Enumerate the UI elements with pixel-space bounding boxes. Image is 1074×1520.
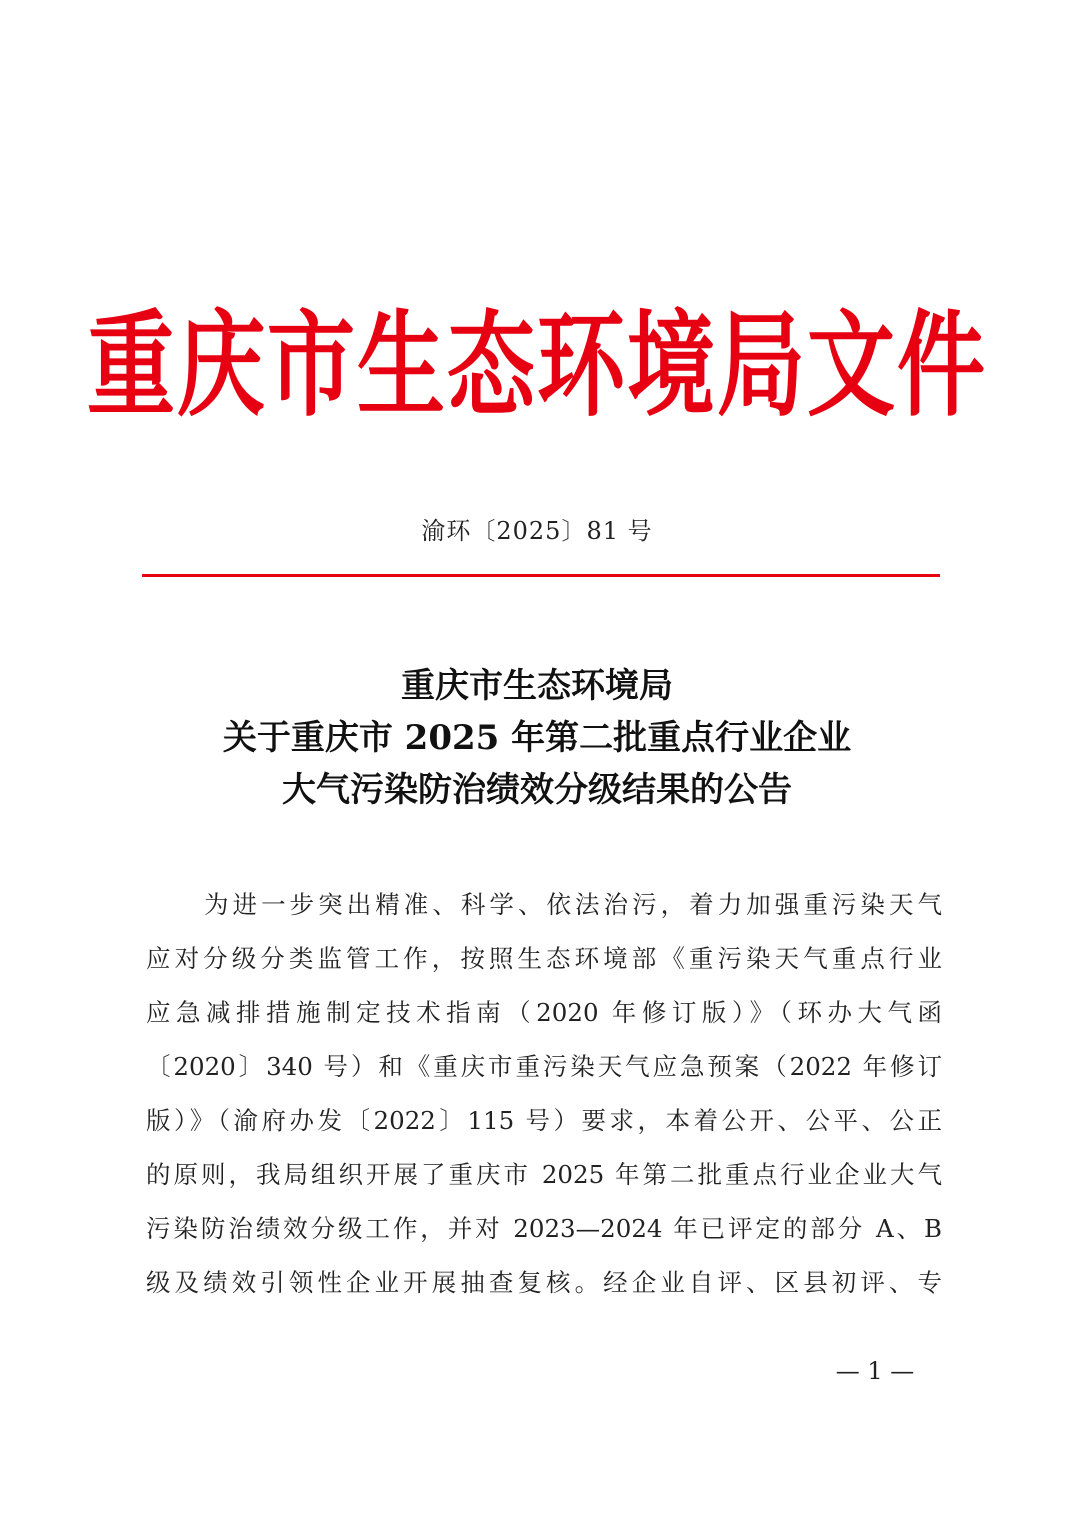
document-title <box>100 660 974 816</box>
body-line: 版）》（渝府办发〔2022〕115 号）要求，本着公开、公平、公正 <box>146 1106 942 1135</box>
body-line: 应急减排措施制定技术指南（2020 年修订版）》（环办大气函 <box>146 998 942 1027</box>
body-line: 级及绩效引领性企业开展抽查复核。经企业自评、区县初评、专 <box>146 1268 942 1297</box>
body-line: 污染防治绩效分级工作，并对 2023—2024 年已评定的部分 A、B <box>146 1214 942 1243</box>
title-line-2: 关于重庆市 2025 年第二批重点行业企业 <box>222 718 852 758</box>
body-line: 〔2020〕340 号）和《重庆市重污染天气应急预案（2022 年修订 <box>146 1052 942 1081</box>
title-line-3: 大气污染防治绩效分级结果的公告 <box>282 770 792 810</box>
red-separator-line <box>142 574 940 577</box>
body-paragraph <box>146 878 942 1310</box>
issuer-header: 重庆市生态环境局文件 <box>86 298 987 433</box>
body-line: 的原则，我局组织开展了重庆市 2025 年第二批重点行业企业大气 <box>146 1160 942 1189</box>
title-line-1: 重庆市生态环境局 <box>401 666 673 706</box>
page-number: — 1 — <box>835 1357 915 1385</box>
body-line: 为进一步突出精准、科学、依法治污，着力加强重污染天气 <box>204 890 942 919</box>
body-line: 应对分级分类监管工作，按照生态环境部《重污染天气重点行业 <box>146 944 942 973</box>
document-number: 渝环〔2025〕81 号 <box>421 517 653 545</box>
